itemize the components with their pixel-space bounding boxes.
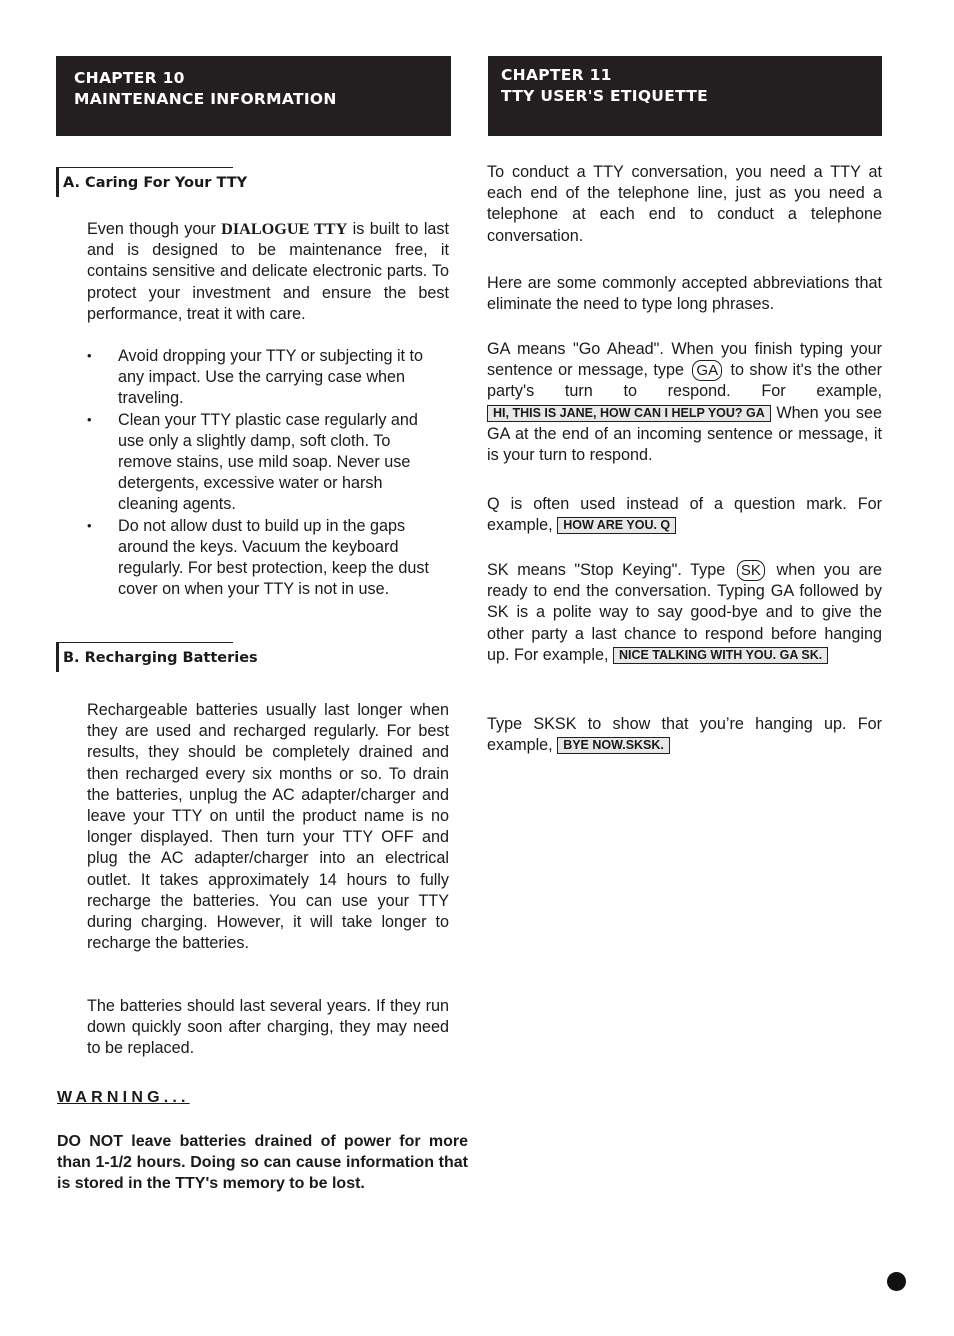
section-a-heading: A. Caring For Your TTY	[56, 167, 236, 197]
chapter-11-banner	[488, 56, 882, 136]
chapter-10-number: CHAPTER 10	[74, 69, 185, 87]
chapter-11-number: CHAPTER 11	[501, 66, 612, 84]
chapter-11-title: TTY USER'S ETIQUETTE	[501, 87, 709, 105]
list-item: • Do not allow dust to build up in the gaps around the keys. Vacuum the keyboard regularly. For best protection, keep the dust cover on when your TTY is not in use.	[87, 516, 430, 599]
warning-text: DO NOT leave batteries drained of power for more than 1-1/2 hours. Doing so can cause information that is stored in the TTY's memory to be lost.	[57, 1133, 468, 1193]
list-item: • Clean your TTY plastic case regularly and use only a slightly damp, soft cloth. To remove stains, use mild soap. Never use detergents, excessive water or harsh cleaning agents.	[87, 410, 418, 514]
section-a-intro: Even though your DIALOGUE TTY is built to last and is designed to be maintenance free, it contains sensitive and delicate electronic parts. To protect your investment and ensure the best performance, treat it with care.	[87, 220, 450, 323]
section-b-para-2: The batteries should last several years. If they run down quickly soon after charging, they may need to be replaced.	[87, 997, 449, 1058]
sk-key-icon: SK	[737, 560, 765, 581]
warning-heading: WARNING...	[57, 1089, 190, 1106]
care-bullet-list	[87, 346, 437, 600]
sk-paragraph: SK means "Stop Keying". Type SK when you are ready to end the conversation. Typing GA followed by SK is a polite way to say good-bye and to give the other party a last chance to respond before hanging up. For example, NICE TALKING WITH YOU. GA SK.	[487, 561, 882, 664]
chapter-10-title: MAINTENANCE INFORMATION	[74, 90, 337, 108]
ga-example-message: HI, THIS IS JANE, HOW CAN I HELP YOU? GA	[487, 405, 771, 422]
abbreviations-intro: Here are some commonly accepted abbreviations that eliminate the need to type long phrases.	[487, 274, 882, 314]
sk-example-message: NICE TALKING WITH YOU. GA SK.	[613, 647, 828, 664]
etiquette-intro: To conduct a TTY conversation, you need a TTY at each end of the telephone line, just as you need a telephone at each end to conduct a telephone conversation.	[487, 163, 882, 245]
sksk-example-message: BYE NOW.SKSK.	[557, 737, 670, 754]
section-b-para-1: Rechargeable batteries usually last longer when they are used and recharged regularly. For best results, they should be completely drained and then recharged every six months or so. To drain the batteries, unplug the AC adapter/charger and leave your TTY on until the product name is no longer displayed. Then turn your TTY OFF and plug the AC adapter/charger into an electrical outlet. It takes approximately 14 hours to fully recharge the batteries. You can use your TTY during charging. However, it will take longer to recharge the batteries.	[87, 701, 449, 953]
brand-name: DIALOGUE TTY	[221, 220, 348, 238]
chapter-10-banner	[56, 56, 451, 136]
page-marker-dot	[887, 1272, 906, 1291]
sksk-paragraph: Type SKSK to show that you’re hanging up. For example, BYE NOW.SKSK.	[487, 715, 882, 755]
q-example-message: HOW ARE YOU. Q	[557, 517, 676, 534]
ga-paragraph: GA means "Go Ahead". When you finish typing your sentence or message, type GA to show it's the other party's turn to respond. For example, HI, THIS IS JANE, HOW CAN I HELP YOU? GA When you see GA at the end of an incoming sentence or message, it is your turn to respond.	[487, 340, 882, 465]
section-b-heading: B. Recharging Batteries	[56, 642, 236, 672]
ga-key-icon: GA	[692, 360, 722, 381]
q-paragraph: Q is often used instead of a question mark. For example, HOW ARE YOU. Q	[487, 495, 882, 535]
list-item: • Avoid dropping your TTY or subjecting it to any impact. Use the carrying case when traveling.	[87, 347, 424, 408]
